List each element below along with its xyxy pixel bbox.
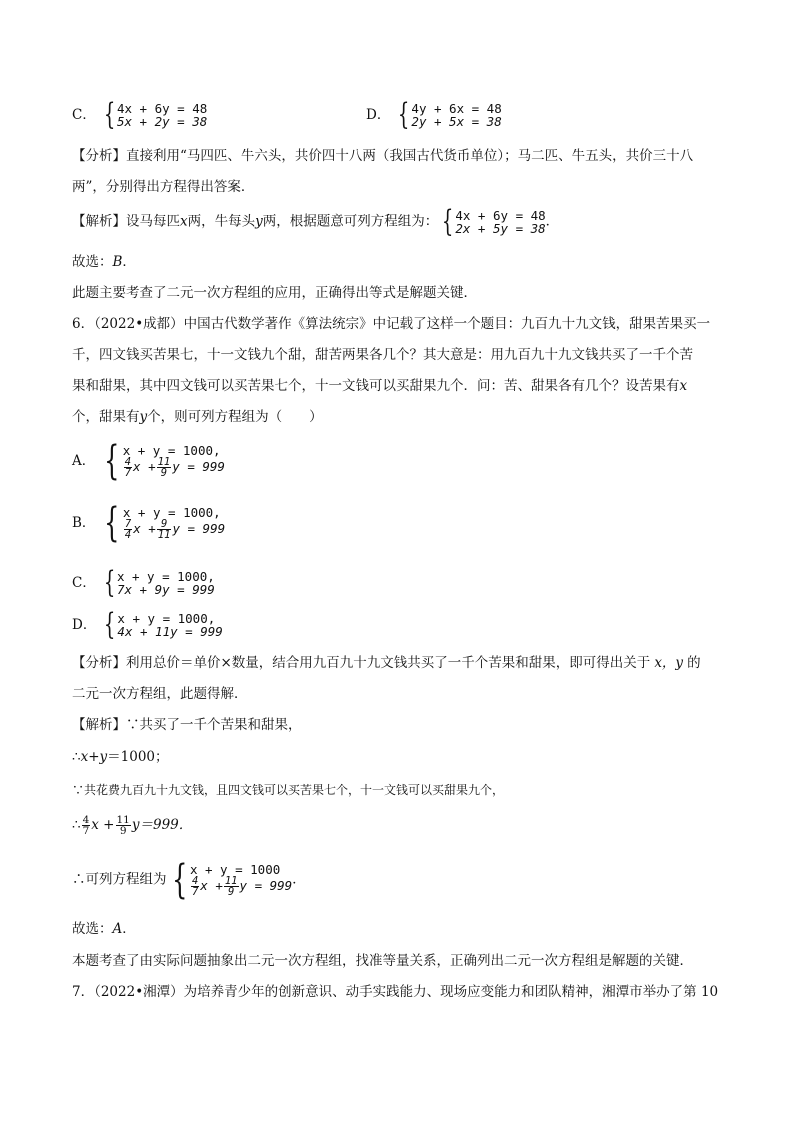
answer-letter: B [112,254,123,270]
option-label: C． [72,575,96,591]
brace: { [442,204,454,239]
text: x + [200,878,223,893]
q5-analysis-line2: 两”，分别得出方程得出答案． [72,179,255,195]
fraction [124,519,132,540]
q6-solution-line3: ∵共花费九百九十九文钱，且四文钱可以买苦果七个，十一文钱可以买甜果九个， [72,783,505,797]
text: ＝1000； [107,749,169,765]
numerator: 4 [82,814,90,826]
equation-line: 4y + 6x = 48 [411,101,502,116]
option-label: D． [72,617,97,633]
equation-system [117,570,215,596]
equation-line: 5x + 2y = 38 [116,114,208,129]
numerator: 11 [116,814,130,826]
q6-solution-line2 [72,746,169,768]
brace: { [104,438,120,484]
brace: { [104,500,120,546]
numerator: 9 [157,519,172,530]
text: ． [545,213,560,230]
q6-option-d [72,607,223,642]
q6-solution-line1: 【解析】∵共买了一千个苦果和甜果， [72,717,302,733]
equation-line [123,457,225,478]
text: 个，则可列方程组为（ ） [147,409,323,425]
equation-line: x + y = 1000, [122,443,221,458]
option-label: C． [72,107,96,123]
text: y = 999 [172,459,225,474]
brace: { [103,97,116,132]
text: x + [133,521,156,536]
q5-analysis-line1: 【分析】直接利用“马四匹、牛六头，共价四十八两（我国古代货币单位）；马二匹、牛五头，共价三十八 [72,148,694,164]
equation-line: x + y = 1000, [116,569,215,584]
equation-line: 4x + 6y = 48 [116,101,208,116]
text: y＝999． [131,817,193,833]
fraction [157,519,172,540]
brace: { [103,565,116,600]
answer-letter: A [112,921,123,937]
denominator: 9 [160,467,168,479]
equation-line: 4x + 6y = 48 [455,208,546,223]
equation-line: 7x + 9y = 999 [116,582,215,597]
denominator: 9 [119,825,127,837]
brace: { [104,607,116,642]
q5-summary: 此题主要考查了二元一次方程组的应用，正确得出等式是解题关键． [72,285,477,301]
fraction [116,815,131,836]
therefore: ∴ [72,817,81,833]
q6-solution-line4 [72,814,192,836]
fraction [191,876,199,897]
equation-line [123,519,225,540]
equation-system [123,444,225,478]
numerator: 7 [124,518,132,530]
text: 个，甜果有 [72,409,140,425]
denominator: 7 [191,886,199,898]
text: 【分析】利用总价＝单价×数量，结合用九百九十九文钱共买了一千个苦果和甜果，即可得出关于 [72,655,651,671]
q6-summary: 本题考查了由实际问题抽象出二元一次方程组，找准等量关系，正确列出二元一次方程组是解题的关键． [72,953,693,969]
denominator: 9 [228,886,235,898]
fraction [157,457,172,478]
equation-system [455,209,545,235]
equation-line: x + y = 1000 [189,862,281,877]
text: x + [133,459,156,474]
numerator: 4 [191,875,199,887]
equation-line: 4x + 11y = 999 [117,624,223,639]
text: x + [91,817,115,833]
equation-line: 2x + 5y = 38 [455,221,546,236]
q6-stem-line1: 6．（2022•成都）中国古代数学著作《算法统宗》中记载了这样一个题目：九百九十九文钱，甜果苦果买一 [72,316,711,332]
option-label: A． [72,453,96,469]
q6-option-b [72,500,226,546]
var-y: y [139,409,148,425]
q6-stem-line2: 千，四文钱买苦果七，十一文钱九个甜，甜苦两果各几个？其大意是：用九百九十九文钱共买了一千个苦 [72,347,693,363]
q6-stem-line3 [72,375,687,397]
q6-solution-line5 [72,857,306,903]
text: 故选： [72,254,113,270]
equation-system [123,506,225,540]
q6-analysis-line2: 二元一次方程组，此题得解． [72,686,248,702]
equation-line: 2y + 5x = 38 [411,114,502,129]
variables: x，y [654,655,684,671]
option-label: B． [72,515,96,531]
expression: x+y [80,749,108,765]
text: y = 999 [172,521,226,536]
text: ∴可列方程组为 [72,871,167,888]
q5-solution [72,204,560,239]
text: ． [292,871,306,888]
numerator: 4 [124,456,132,468]
q6-analysis-line1 [72,652,701,674]
brace: { [398,97,410,132]
text: ． [122,921,136,937]
numerator: 11 [224,875,238,887]
text: 【解析】设马每匹 [72,213,180,230]
denominator: 7 [124,467,132,479]
brace: { [171,857,187,903]
text: 的 [687,655,701,671]
var-y: y [255,213,263,230]
fraction [82,815,91,836]
q5-option-d [366,97,502,132]
denominator: 7 [82,825,90,837]
denominator: 11 [157,529,171,541]
text: 两，根据题意可列方程组为： [262,213,439,230]
q5-option-c [72,97,208,132]
q6-option-a [72,438,225,484]
text: y = 999 [239,878,293,893]
fraction [224,876,239,897]
equation-system [411,102,501,128]
numerator: 11 [157,456,171,468]
q7-stem-line1: 7．（2022•湘潭）为培养青少年的创新意识、动手实践能力、现场应变能力和团队精神，湘潭市举办了第 10 [72,984,719,1000]
var-x: x [679,378,688,394]
equation-line: x + y = 1000, [122,505,221,520]
option-label: D． [366,107,391,123]
text: 果和甜果，其中四文钱可以买苦果七个，十一文钱可以买甜果九个．问：苦、甜果各有几个？设苦果有 [72,378,680,394]
q6-option-c [72,565,215,600]
var-x: x [180,213,188,230]
equation-system [117,612,222,638]
text: 故选： [72,921,113,937]
equation-line [190,876,292,897]
q6-stem-line4 [72,406,323,428]
q6-answer [72,918,136,940]
equation-system [117,102,207,128]
therefore: ∴ [72,749,81,765]
fraction [124,457,132,478]
q5-answer [72,251,136,273]
denominator: 4 [124,529,132,541]
equation-system [190,863,292,897]
text: 两，牛每头 [187,213,256,230]
equation-line: x + y = 1000, [117,611,216,626]
text: ． [122,254,136,270]
